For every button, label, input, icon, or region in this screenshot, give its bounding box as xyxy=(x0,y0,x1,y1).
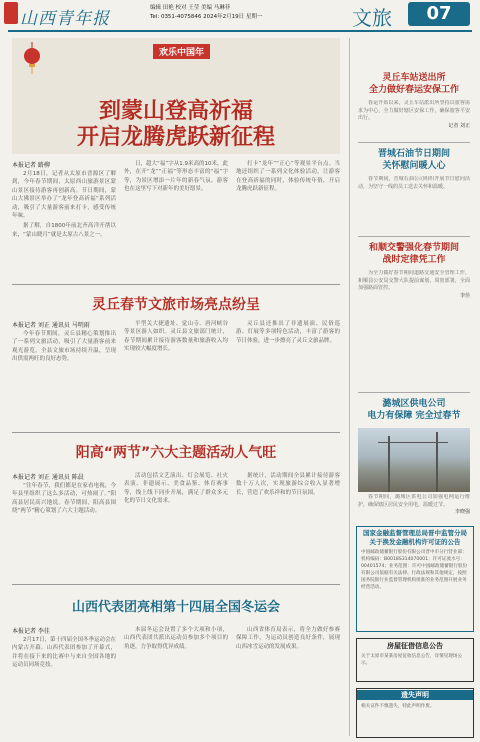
power-workers-photo xyxy=(358,428,470,492)
lost-body: 相关证件不慎遗失，特此声明作废。 xyxy=(361,704,435,709)
section-divider xyxy=(12,284,340,285)
right-para-1: 春运开始以来，灵丘车站派出所坚持以旅客需求为中心，全力做好辖区安保工作，确保旅客平安出行。 xyxy=(358,100,470,122)
article1-byline: 本报记者 路柳 xyxy=(12,162,50,169)
section-name: 文旅 xyxy=(352,6,392,30)
article1-para4: 打卡“龙年”“正心”等观景平台点。当地还组织了一系列文化体验活动，让游客在登高祈福的同时，体验传统年俗，开启龙腾虎跃新征程。 xyxy=(236,161,340,193)
article4-col1 xyxy=(12,636,116,736)
right-para-2: 春节期间，晋城石油公司组织开展节日慰问活动，为坚守一线的员工送去关怀和温暖。 xyxy=(358,176,470,190)
article2-byline: 本报记者 刘正 通讯员 马明雨 xyxy=(12,322,90,329)
right-title-4: 潞城区供电公司 电力有保障 完全过春节 xyxy=(367,399,461,421)
article4-title: 山西代表团亮相第十四届全国冬运会 xyxy=(71,600,280,615)
headline-line-2: 开启龙腾虎跃新征程 xyxy=(76,125,275,150)
article3-byline: 本报记者 刘正 通讯员 陈晨 xyxy=(12,474,84,481)
section-divider xyxy=(12,584,340,585)
article3-para2: 活动包括文艺演出、灯会展览、社火表演、非遗展示、美食品鉴、体育赛事等，线上线下同步开展，满足了群众多元化的节日文化需求。 xyxy=(124,473,228,505)
photo-wire xyxy=(378,442,448,443)
right-title-1: 灵丘车站送出所 全力做好春运安保工作 xyxy=(368,73,459,95)
right-para-4: 春节期间，潞城区供电公司加强电网运行维护，确保辖区居民安全用电，温暖过节。 xyxy=(358,494,470,508)
article4-byline: 本报记者 李佳 xyxy=(12,628,50,635)
article3-col2 xyxy=(124,472,228,578)
banner-kicker: 欢乐中国年 xyxy=(153,44,210,59)
property-title: 房屋征借信息公告 xyxy=(387,642,443,650)
article3-para1: “往年春节，我们都是在家看电视，今年县里组织了这么多活动，可热闹了。”阳高县居民高兴地说。春节期间，阳高县围绕“两节”精心策划了六大主题活动。 xyxy=(12,483,116,515)
right-title-2: 晋城石油节日期间 关怀慰问暖人心 xyxy=(377,149,450,171)
article3-title: 阳高“两节”六大主题活动人气旺 xyxy=(75,445,277,461)
right-body-4 xyxy=(358,494,470,522)
property-body: 关于太原市某某房屋征收信息公告，详情见现场公示。 xyxy=(361,654,463,666)
right-separator xyxy=(358,236,470,237)
article1-para3: 日，超大“福”字从1.9米高的10米，此外，在开“龙”“正福”等形态丰富的“福”字等，为景区增添一片年的新春气氛。游客也在这里写下对新年的美好愿景。 xyxy=(124,161,228,193)
column-separator xyxy=(349,38,350,736)
article4-para1: 2月17日，第十四届全国冬季运动会在内蒙古开幕。山西代表团参加了开幕式，并将在接下来的比赛中与来自全国各地的运动员同场竞技。 xyxy=(12,637,116,669)
right-title-3: 和顺交警强化春节期间 战时定律凭工作 xyxy=(368,243,459,265)
lantern-icon xyxy=(22,42,42,76)
article3-col1 xyxy=(12,482,116,578)
right-separator xyxy=(358,392,470,393)
article4-col3 xyxy=(236,626,340,736)
right-para-3: 为全力做好春节期间道路交通安全管理工作，和顺县公安局交警大队提前谋划、周密部署，全面加强路面管控。 xyxy=(358,270,470,292)
header-date: Tel: 0351-4075846 2024年2月19日 星期一 xyxy=(150,14,263,20)
article2-para2: 平型关大捷遗址、觉山寺、唐河峡谷等景区游人如织。灵丘县文旅部门统计，春节期间累计接待游客数量和旅游收入均实现较大幅度增长。 xyxy=(124,321,228,353)
right-author-4: 李晓强 xyxy=(454,509,470,516)
headline-line-1: 到蒙山登高祈福 xyxy=(98,99,253,124)
right-author-3: 李佳 xyxy=(459,292,470,299)
article1-col3 xyxy=(236,160,340,276)
notice-body: 中国邮政储蓄银行股份有限公司晋中市分行营业部：机构编码：B0018S314070001；许可证流水号：00401574；业务范围：许可中国邮政储蓄银行股份有限公司依据有关法律、行政法规和其他规定，按照国务院银行业监督管理机构批准的业务范围开展业务经营活动。 xyxy=(361,550,468,590)
article4-col2 xyxy=(124,626,228,736)
header-rule xyxy=(8,30,472,32)
right-body-3 xyxy=(358,270,470,386)
article1-para2: 据了解，自1800年前北齐高洋开凿以来，“蒙山晓月”就是太原古八景之一。 xyxy=(12,223,116,238)
right-separator xyxy=(358,142,470,143)
masthead-title: 山西青年报 xyxy=(20,9,110,29)
article1-col1 xyxy=(12,170,116,276)
property-notice xyxy=(356,638,474,682)
header-info xyxy=(150,4,348,22)
license-notice xyxy=(356,526,474,632)
masthead-seal xyxy=(4,2,18,24)
article1-col2 xyxy=(124,160,228,276)
page-number: 07 xyxy=(408,2,470,26)
photo-pole xyxy=(388,436,390,492)
article2-col2 xyxy=(124,320,228,426)
article4-para3: 山西省体育局表示，将全力做好参赛保障工作，为运动员创造良好条件，展现山西冰雪运动的发展成果。 xyxy=(236,627,340,650)
article2-para3: 灵丘县还推出了非遗展演、民俗巡游、灯展等多项特色活动，丰富了游客的节日体验，进一步擦亮了灵丘文旅品牌。 xyxy=(236,321,340,344)
right-body-1 xyxy=(358,100,470,136)
right-body-2 xyxy=(358,176,470,234)
article4-para2: 本届冬运会设置了多个大项和小项，山西代表团共派出运动员参加多个项目的角逐，力争取得优异成绩。 xyxy=(124,627,228,650)
article2-col3 xyxy=(236,320,340,426)
article2-title: 灵丘春节文旅市场亮点纷呈 xyxy=(92,297,260,313)
photo-pole xyxy=(436,432,438,492)
article1-para1: 2月18日，记者从太原市晋源区了解到，今年春节期间，太原西山旅游景区蒙山景区接待游客再创新高。节日期间，蒙山大佛景区举办了“龙年登高祈福”系列活动，吸引了大量游客前来打卡，感受传统年味。 xyxy=(12,171,116,220)
article2-col1 xyxy=(12,330,116,426)
lost-statement xyxy=(356,688,474,738)
lost-title: 遗失声明 xyxy=(357,690,473,700)
lead-banner xyxy=(12,38,340,154)
section-divider xyxy=(12,432,340,433)
notice-title: 国家金融监督管理总局晋中监管分局 关于换发金融机构许可证的公告 xyxy=(363,529,467,546)
article3-col3 xyxy=(236,472,340,578)
article2-para1: 今年春节期间，灵丘县精心策划推出了一系列文旅活动，吸引了大量游客前来观光游览。全县文旅市场持续升温，呈现出供需两旺的良好态势。 xyxy=(12,331,116,363)
right-author-1: 记者 刘正 xyxy=(448,122,470,129)
header-editors: 编辑 田艳 校对 王莹 美编 马琳菲 xyxy=(150,5,231,11)
article3-para3: 据统计，活动期间全县累计接待游客数十万人次，实现旅游综合收入显著增长，营造了欢乐祥和的节日氛围。 xyxy=(236,473,340,496)
